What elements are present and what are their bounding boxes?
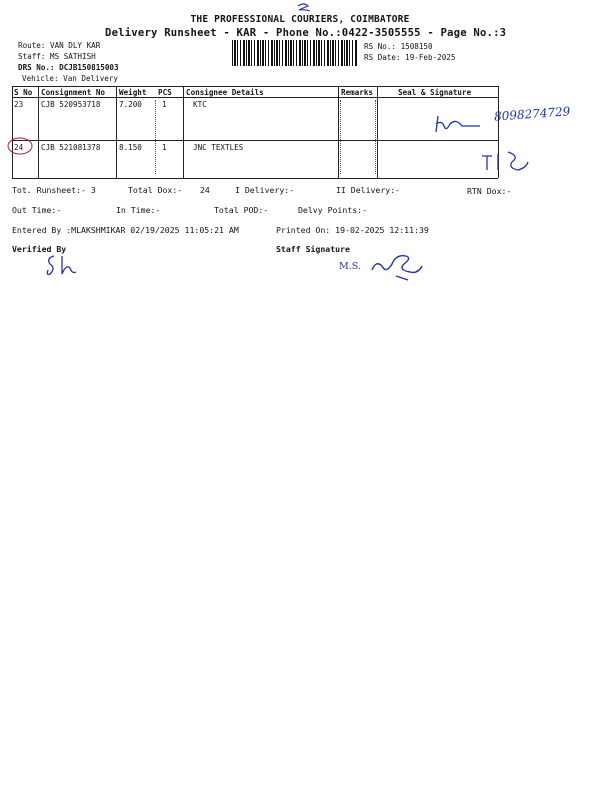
row2-sno: 24 bbox=[14, 143, 24, 152]
col-header-remarks: Remarks bbox=[341, 88, 374, 97]
row1-handwritten-phone: 8098274729 bbox=[493, 104, 571, 124]
col-header-consignment: Consignment No bbox=[41, 88, 106, 97]
total-dox-label: Total Dox:- bbox=[128, 185, 183, 195]
row1-sno: 23 bbox=[14, 100, 24, 109]
col-header-weight: Weight bbox=[119, 88, 147, 97]
vehicle: Vehicle: Van Delivery bbox=[22, 74, 119, 83]
rtn-dox: RTN Dox:- bbox=[467, 186, 512, 196]
row2-pcs: 1 bbox=[162, 143, 167, 152]
in-time: In Time:- bbox=[116, 205, 161, 215]
row1-pcs: 1 bbox=[162, 100, 167, 109]
out-time: Out Time:- bbox=[12, 205, 62, 215]
barcode bbox=[232, 40, 357, 66]
col-header-sno: S No bbox=[14, 88, 33, 97]
route: Route: VAN DLY KAR bbox=[18, 41, 101, 50]
staff-signature-label: Staff Signature bbox=[276, 244, 350, 254]
total-pod: Total POD:- bbox=[214, 205, 269, 215]
entered-by: Entered By :MLAKSHMIKAR 02/19/2025 11:05:21 AM bbox=[12, 225, 239, 235]
row2-weight: 8.150 bbox=[119, 143, 142, 152]
sno-circle-mark bbox=[6, 136, 36, 156]
rs-number: RS No.: 1508150 bbox=[364, 42, 433, 51]
col-header-consignee: Consignee Details bbox=[186, 88, 264, 97]
ii-delivery: II Delivery:- bbox=[336, 185, 401, 195]
rs-date: RS Date: 19-Feb-2025 bbox=[364, 53, 456, 62]
runsheet-title: Delivery Runsheet - KAR - Phone No.:0422-3505555 - Page No.:3 bbox=[105, 27, 507, 39]
staff-signature bbox=[366, 250, 426, 282]
delvy-points: Delvy Points:- bbox=[298, 205, 368, 215]
row2-consignee: JNC TEXTLES bbox=[193, 143, 244, 152]
tot-runsheet: Tot. Runsheet:- 3 bbox=[12, 185, 96, 195]
verified-by-signature bbox=[40, 250, 84, 280]
row2-consignment: CJB 521081378 bbox=[41, 143, 101, 152]
col-header-seal: Seal & Signature bbox=[398, 88, 472, 97]
row1-consignee: KTC bbox=[193, 100, 207, 109]
company-name: THE PROFESSIONAL COURIERS, COIMBATORE bbox=[190, 14, 410, 25]
drs-number: DRS No.: DCJB150815003 bbox=[18, 63, 119, 72]
col-header-pcs: PCS bbox=[158, 88, 172, 97]
handwritten-page-mark bbox=[295, 2, 315, 14]
verified-by: Verified By bbox=[12, 244, 67, 254]
i-delivery: I Delivery:- bbox=[235, 185, 295, 195]
row1-consignment: CJB 520953718 bbox=[41, 100, 101, 109]
staff-sign-initials: M.S. bbox=[339, 261, 361, 272]
total-dox-value: 24 bbox=[200, 185, 210, 195]
row1-weight: 7.200 bbox=[119, 100, 142, 109]
row2-signature bbox=[478, 148, 534, 174]
row1-signature bbox=[432, 112, 490, 136]
staff: Staff: MS SATHISH bbox=[18, 52, 96, 61]
printed-on: Printed On: 19-02-2025 12:11:39 bbox=[276, 225, 429, 235]
